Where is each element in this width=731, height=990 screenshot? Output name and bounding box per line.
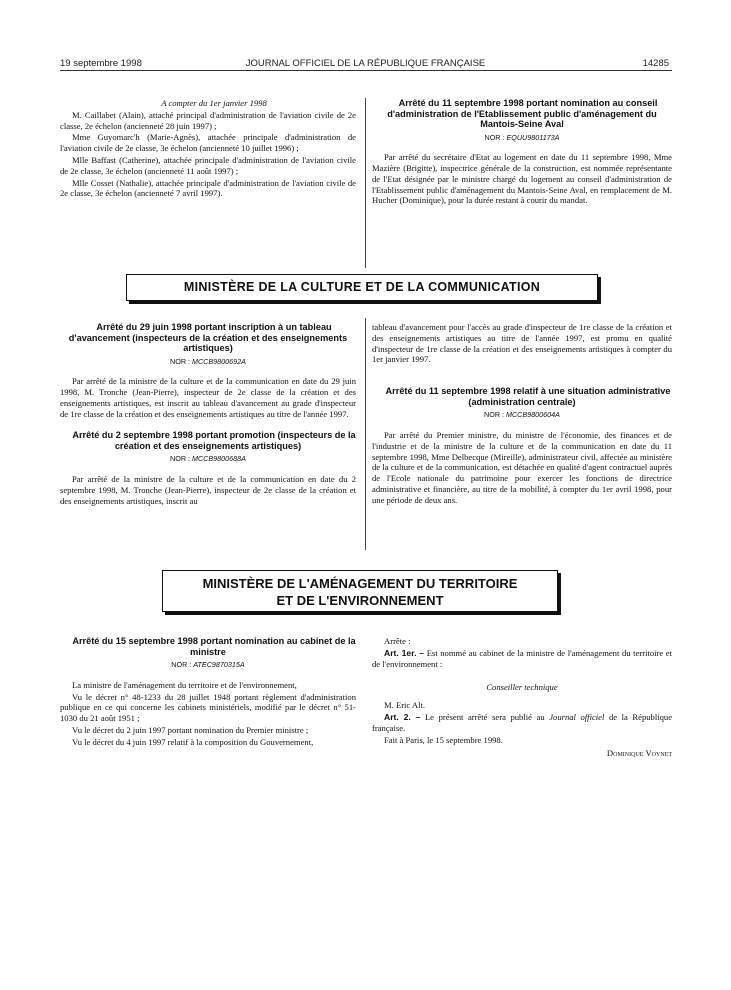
preamble-vu: Vu le décret du 4 juin 1997 relatif à la composition du Gouvernement, — [72, 736, 314, 747]
header-title: JOURNAL OFFICIEL DE LA RÉPUBLIQUE FRANÇAISE — [245, 58, 486, 69]
nor-label: NOR : — [170, 356, 190, 366]
ministry-culture-banner: MINISTÈRE DE LA CULTURE ET DE LA COMMUNICATION — [126, 274, 598, 301]
column-divider-top — [365, 98, 366, 268]
nor-label: NOR : — [170, 454, 190, 464]
nor-code: ATEC9870315A — [193, 660, 245, 669]
nor-code: EQUU9801173A — [506, 132, 560, 142]
nor-reference — [372, 133, 672, 144]
header-page-number: 14285 — [642, 58, 669, 69]
header-rule — [60, 70, 672, 71]
ministry-environment-line2: ET DE L'ENVIRONNEMENT — [276, 593, 444, 608]
nor-code: MCCB9800604A — [506, 410, 560, 420]
ministry-environment-line1: MINISTÈRE DE L'AMÉNAGEMENT DU TERRITOIRE — [202, 576, 518, 591]
env-right-column — [372, 636, 672, 760]
preamble-minister: La ministre de l'aménagement du territoire et de l'environnement, — [72, 679, 297, 690]
nor-reference — [60, 454, 356, 465]
nor-label: NOR : — [484, 132, 505, 142]
promotion-entry: M. Caillabet (Alain), attaché principal d'administration de l'aviation civile de 2e classe, 2e échelon (ancienneté 28 juin 1997) ; — [60, 109, 356, 131]
top-right-column — [372, 98, 672, 207]
ministry-environment-banner — [162, 570, 558, 612]
decree-heading-situation: Arrêté du 11 septembre 1998 relatif à une situation administrative (administration centrale) — [385, 386, 671, 407]
article-2-text-a: Le présent arrêté sera publié au — [424, 711, 545, 722]
article-2-journal: Journal officiel — [549, 711, 605, 722]
culture-left-column — [60, 322, 356, 508]
culture-right-column — [372, 322, 672, 507]
decree-body-promotion: Par arrêté de la ministre de la culture et de la communication en date du 2 septembre 1998, M. Tronche (Jean-Pierre), inspecteur de 2e classe de la création et des enseignements artistiques, inscrit au — [60, 474, 356, 506]
nor-reference — [372, 410, 672, 421]
decree-body-tableau: Par arrêté de la ministre de la culture et de la communication en date du 29 juin 1998, M. Tronche (Jean-Pierre), inspecteur de 2e classe de la création et des enseignements artistiques, est inscrit au tableau d'avancement au grade d'inspecteur de 1re classe de la création et des enseignements artistiques au titre de l'année 1997. — [60, 376, 356, 419]
article-1-label: Art. 1er. – — [384, 647, 425, 658]
signature-name: Dominique Voynet — [606, 748, 672, 759]
decree-body-promotion-continued: tableau d'avancement pour l'accès au grade d'inspecteur de 1re classe de la création et des enseignements artistiques au titre de l'année 1997, est promu en qualité d'inspecteur de 1re classe de la création et des enseignements artistiques à compter du 1er janvier 1997. — [372, 322, 672, 365]
signature-place-date: Fait à Paris, le 15 septembre 1998. — [384, 734, 503, 745]
env-left-column — [60, 636, 356, 749]
effective-date-heading: A compter du 1er janvier 1998 — [161, 98, 267, 108]
appointee-name: M. Eric Alt. — [384, 700, 426, 711]
preamble-vu: Vu le décret du 2 juin 1997 portant nomination du Premier ministre ; — [72, 724, 309, 735]
promotion-entry: Mlle Baffast (Catherine), attachée principale d'administration de l'aviation civile de 2e classe, 3e échelon (ancienneté 11 août 1997) ; — [60, 154, 356, 176]
article-1-text: Est nommé au cabinet de la ministre de l'aménagement du territoire et de l'environnement : — [372, 647, 673, 669]
role-title: Conseiller technique — [486, 682, 558, 693]
nor-reference — [60, 357, 356, 368]
column-divider-middle — [365, 318, 366, 550]
decree-heading-tableau: Arrêté du 29 juin 1998 portant inscription à un tableau d'avancement (inspecteurs de la création et des enseignements artistiques) — [68, 322, 348, 353]
nor-label: NOR : — [484, 410, 504, 420]
decree-body-mantois: Par arrêté du secrétaire d'Etat au logement en date du 11 septembre 1998, Mme Mazière (Brigitte), inspectrice générale de la construction, est nommée représentante de l'Etat désignée par le ministre chargé du logement au conseil d'administration de l'Etablissement public d'aménagement du Mantois-Seine Aval, en remplacement de M. Hucher (Dominique), pour la durée restant à courir du mandat. — [372, 152, 672, 206]
decree-heading-promotion: Arrêté du 2 septembre 1998 portant promotion (inspecteurs de la création et des enseignements artistiques) — [72, 430, 356, 451]
decree-heading-cabinet: Arrêté du 15 septembre 1998 portant nomination au cabinet de la ministre — [72, 636, 356, 657]
article-1 — [372, 648, 672, 670]
article-2-label: Art. 2. – — [384, 711, 421, 722]
decree-body-situation: Par arrêté du Premier ministre, du ministre de l'économie, des finances et de l'industrie et de la ministre de la culture et de la communication en date du 11 septembre 1998, Mme Delbecque (Mireille), administrateur civil, affectée au ministère de la culture et de la communication, est détachée en qualité d'agent contractuel auprès de l'Ecole nationale du patrimoine pour exercer les fonctions de directrice administrative et financière, au titre de la mobilité, à compter du 1er avril 1998, pour une période de deux ans. — [372, 429, 672, 505]
article-2 — [372, 712, 672, 734]
arrete-label: Arrête : — [384, 636, 411, 646]
nor-code: MCCB9800692A — [192, 356, 246, 366]
nor-reference — [60, 660, 356, 671]
nor-code: MCCB9800688A — [192, 454, 246, 464]
preamble-vu: Vu le décret n° 48-1233 du 28 juillet 1948 portant règlement d'administration publique en ce qui concerne les cabinets ministériels, modifié par le décret n° 51-1030 du 21 août 1951 ; — [60, 691, 356, 724]
promotion-entry: Mlle Cosset (Nathalie), attachée principale d'administration de l'aviation civile de 2e classe, 3e échelon (ancienneté 7 avril 1997). — [60, 177, 356, 199]
header-date: 19 septembre 1998 — [60, 58, 142, 69]
article-2-text-b: de la République française. — [372, 711, 673, 733]
promotion-entry: Mme Guyomarc'h (Marie-Agnès), attachée principale d'administration de l'aviation civile de 2e classe, 3e échelon (ancienneté 10 juillet 1996) ; — [60, 132, 356, 154]
nor-label: NOR : — [171, 660, 192, 669]
decree-heading-mantois: Arrêté du 11 septembre 1998 portant nomination au conseil d'administration de l'Etablissement public d'aménagement du Mantois-Seine Aval — [387, 98, 658, 129]
top-left-column — [60, 98, 356, 200]
